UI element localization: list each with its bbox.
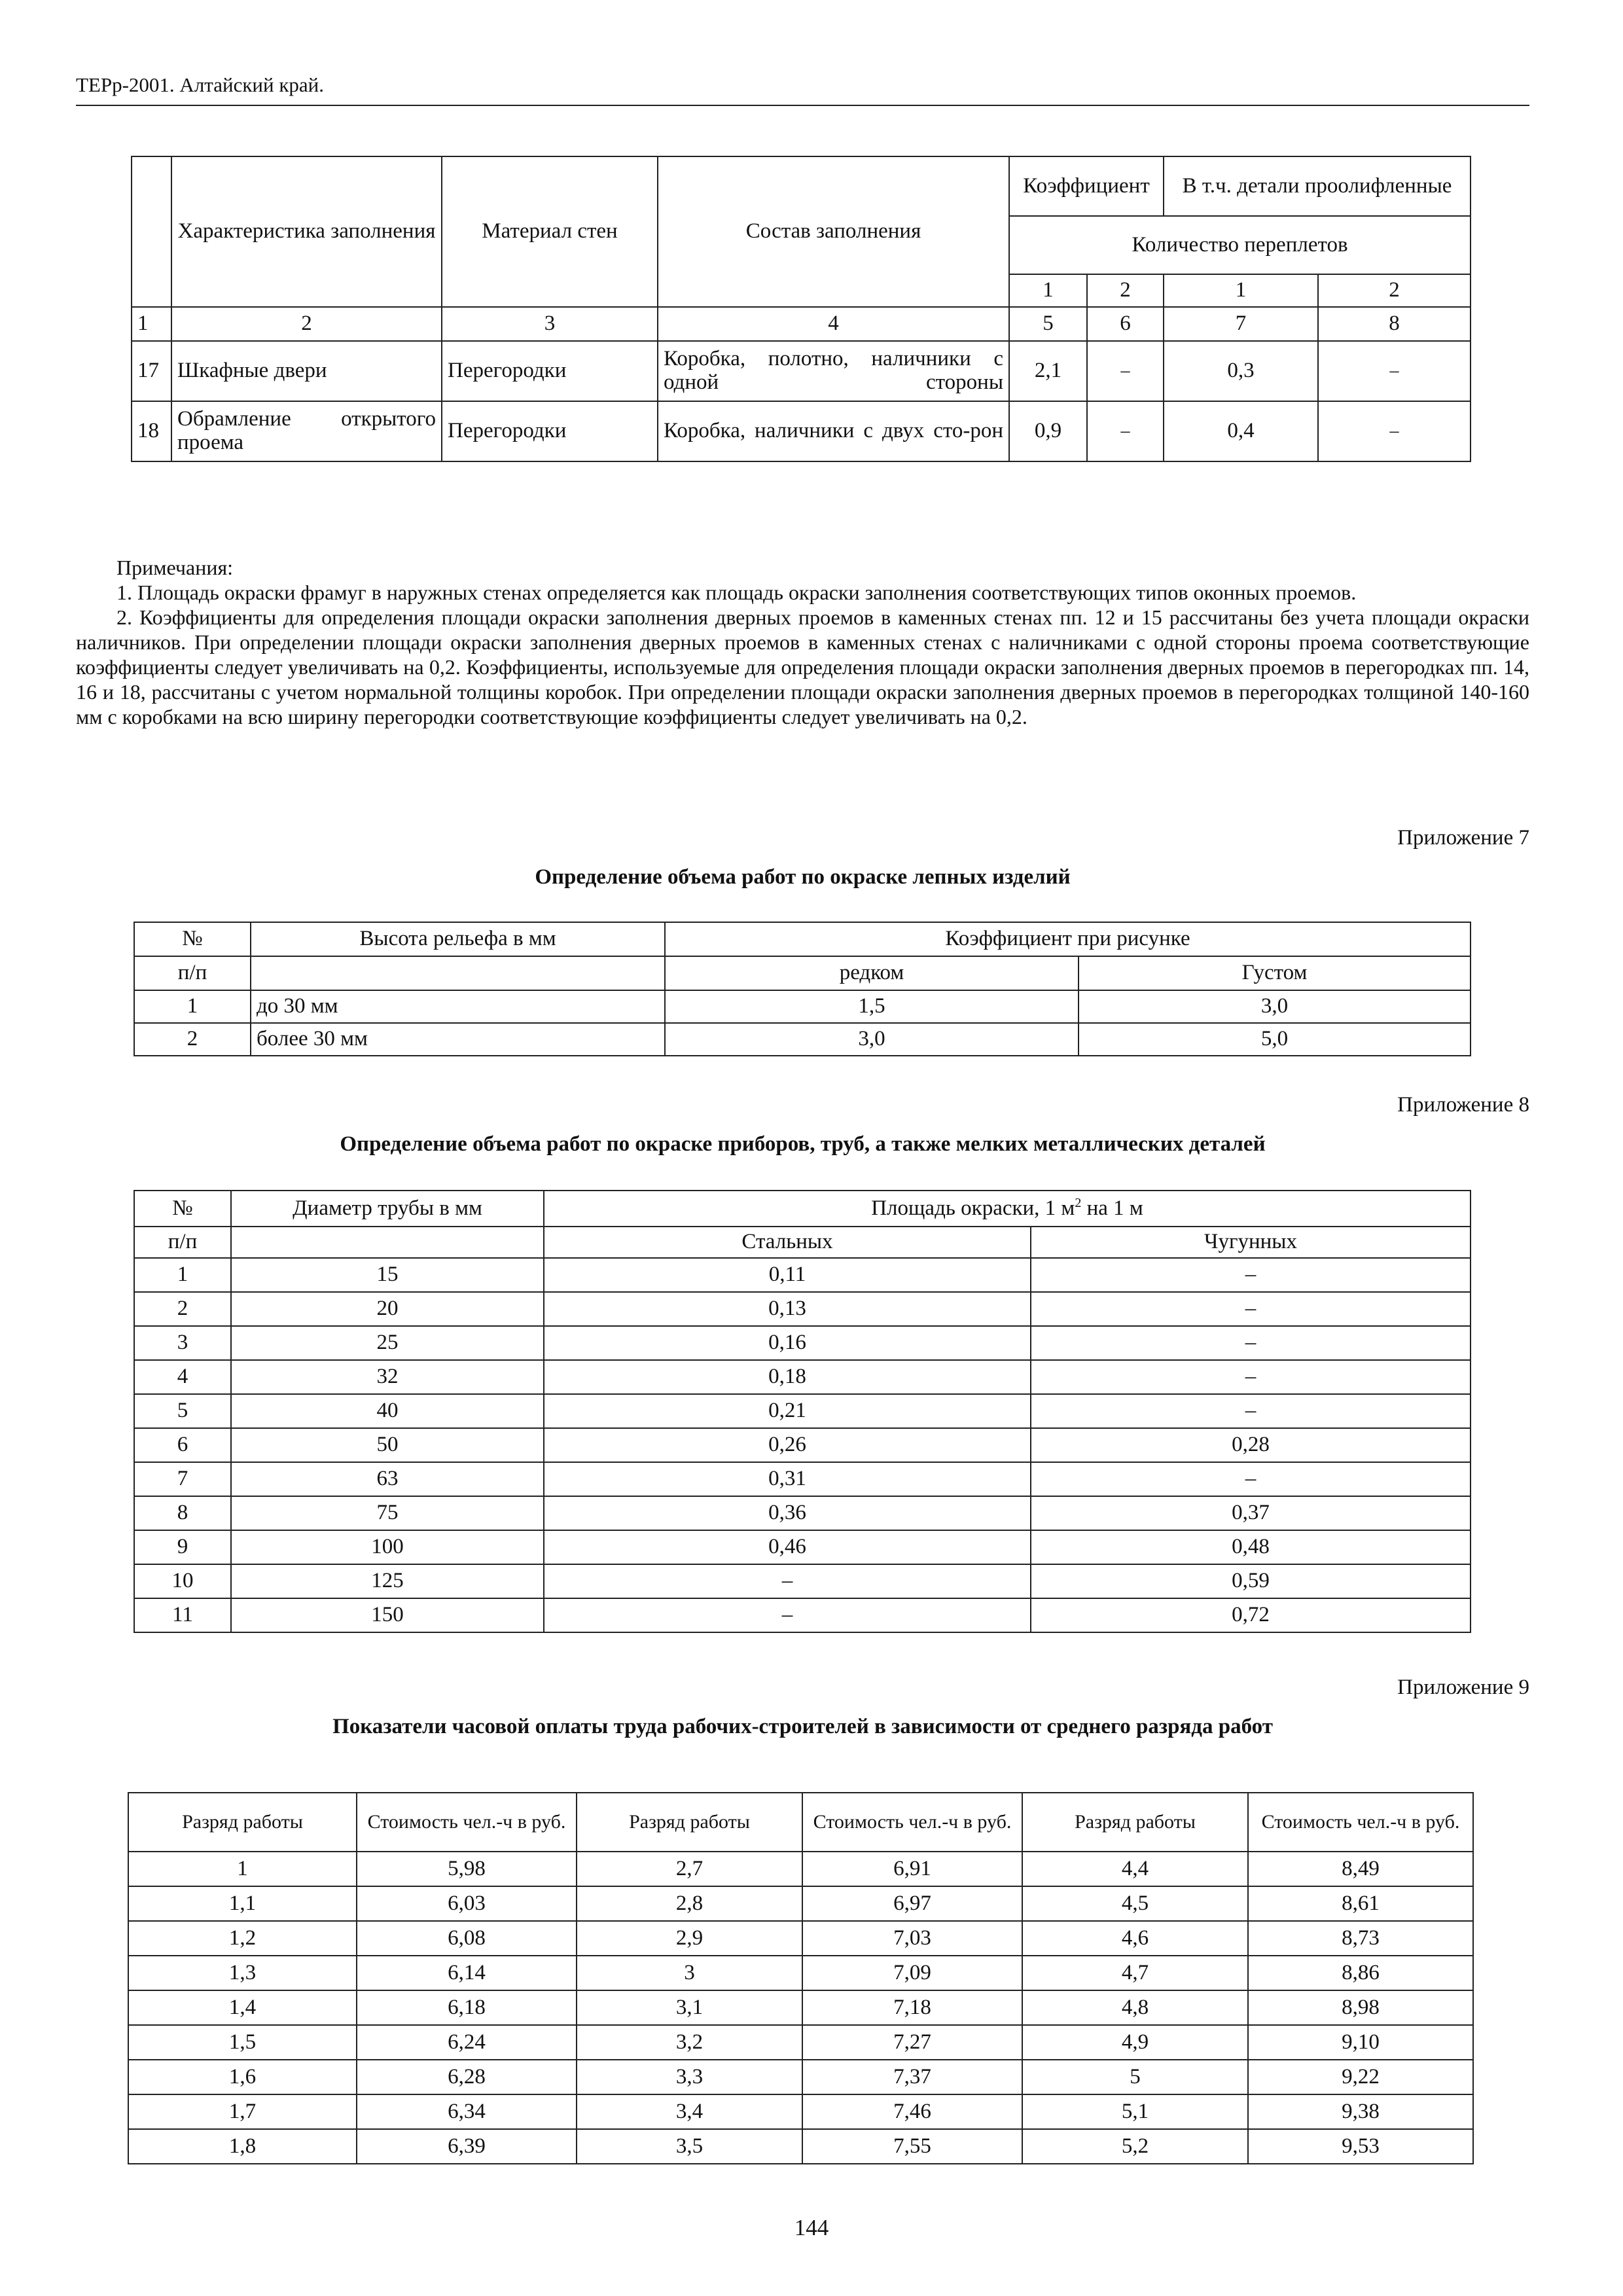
cell-steel: 0,11 (544, 1258, 1031, 1292)
sub-header: 2 (1318, 274, 1471, 307)
cell-grade: 1,4 (128, 1990, 357, 2025)
cell-composition: Коробка, наличники с двух сто-рон (658, 401, 1009, 461)
header-painting-area-unit: на 1 м (1081, 1196, 1143, 1221)
table-row (128, 1921, 1473, 1956)
header-wall-material: Материал стен (442, 156, 658, 307)
header-details: В т.ч. детали проолифленные (1164, 156, 1471, 216)
header-cost: Стоимость чел.-ч в руб. (1248, 1793, 1473, 1852)
cell-dense: 3,0 (1079, 990, 1471, 1023)
header-characteristic: Характеристика заполнения (171, 156, 442, 307)
cell-steel: 0,21 (544, 1394, 1031, 1428)
header-pipe-diameter: Диаметр трубы в мм (231, 1191, 544, 1227)
cell-steel: 0,46 (544, 1530, 1031, 1564)
empty-cell (251, 956, 665, 990)
note-item: 1. Площадь окраски фрамуг в наружных стенах определяется как площадь окраски заполнения соответствующих типов оконных проемов. (116, 581, 1357, 604)
cell-characteristic: Обрамление открытого проема (171, 401, 442, 461)
column-number: 7 (1164, 307, 1318, 341)
cell-cost: 7,37 (802, 2060, 1022, 2094)
cell-rare: 1,5 (665, 990, 1079, 1023)
table-row (132, 341, 1471, 401)
header-grade: Разряд работы (128, 1793, 357, 1852)
column-number: 2 (171, 307, 442, 341)
cell-grade: 4,9 (1022, 2025, 1248, 2060)
cell-diameter: 125 (231, 1564, 544, 1598)
header-grade: Разряд работы (577, 1793, 802, 1852)
cell-steel: 0,31 (544, 1462, 1031, 1496)
table-row (128, 1990, 1473, 2025)
cell-cost: 6,34 (357, 2094, 577, 2129)
header-number-2: п/п (134, 1227, 231, 1258)
cell-cost: 7,18 (802, 1990, 1022, 2025)
cell-cost: 9,53 (1248, 2129, 1473, 2164)
cell-material: Перегородки (442, 401, 658, 461)
notes-title: Примечания: (116, 556, 234, 579)
cell-grade: 1,6 (128, 2060, 357, 2094)
table-row (128, 1886, 1473, 1921)
column-number: 4 (658, 307, 1009, 341)
cell-cost: 7,46 (802, 2094, 1022, 2129)
header-number: № (134, 922, 251, 956)
header-cost: Стоимость чел.-ч в руб. (802, 1793, 1022, 1852)
cell-diameter: 75 (231, 1496, 544, 1530)
cell-grade: 2,9 (577, 1921, 802, 1956)
cell-grade: 3,2 (577, 2025, 802, 2060)
cell-characteristic: Шкафные двери (171, 341, 442, 401)
cell-grade: 5,2 (1022, 2129, 1248, 2164)
header-number: № (134, 1191, 231, 1227)
header-painting-area-exponent: 2 (1075, 1196, 1082, 1211)
header-coefficient: Коэффициент (1009, 156, 1164, 216)
table-row (128, 2094, 1473, 2129)
cell-cast-iron: – (1031, 1326, 1471, 1360)
table-row (134, 1326, 1471, 1360)
row-number: 2 (134, 1292, 231, 1326)
appendix-8-title: Определение объема работ по окраске приборов, труб, а также мелких металлических деталей (340, 1132, 1266, 1156)
cell-d1: 0,4 (1164, 401, 1318, 461)
header-steel: Стальных (544, 1227, 1031, 1258)
cell-cast-iron: 0,72 (1031, 1598, 1471, 1632)
sub-header: 1 (1009, 274, 1087, 307)
cell-grade: 1,1 (128, 1886, 357, 1921)
row-number: 10 (134, 1564, 231, 1598)
cell-diameter: 50 (231, 1428, 544, 1462)
cell-grade: 1,7 (128, 2094, 357, 2129)
cell-cast-iron: – (1031, 1258, 1471, 1292)
cell-grade: 4,8 (1022, 1990, 1248, 2025)
header-painting-area (544, 1191, 1471, 1227)
header-dense: Густом (1079, 956, 1471, 990)
table-row (134, 1428, 1471, 1462)
cell-cost: 8,49 (1248, 1852, 1473, 1886)
cell-steel: 0,36 (544, 1496, 1031, 1530)
cell-cost: 6,24 (357, 2025, 577, 2060)
cell-steel: – (544, 1598, 1031, 1632)
appendix-9-title: Показатели часовой оплаты труда рабочих-строителей в зависимости от среднего разряда работ (332, 1715, 1273, 1738)
header-relief-height: Высота рельефа в мм (251, 922, 665, 956)
cell-grade: 4,5 (1022, 1886, 1248, 1921)
cell-diameter: 32 (231, 1360, 544, 1394)
cell-grade: 1,8 (128, 2129, 357, 2164)
header-rule (76, 105, 1529, 106)
cell-grade: 5 (1022, 2060, 1248, 2094)
header-sash-count: Количество переплетов (1009, 216, 1471, 274)
header-pattern-coefficient: Коэффициент при рисунке (665, 922, 1471, 956)
cell-cast-iron: 0,48 (1031, 1530, 1471, 1564)
cell-cost: 8,61 (1248, 1886, 1473, 1921)
cell-grade: 1,2 (128, 1921, 357, 1956)
cell-cost: 6,91 (802, 1852, 1022, 1886)
cell-grade: 5,1 (1022, 2094, 1248, 2129)
hourly-pay-table (128, 1792, 1474, 2164)
cell-k2: – (1087, 341, 1164, 401)
cell-diameter: 40 (231, 1394, 544, 1428)
cell-relief-height: до 30 мм (251, 990, 665, 1023)
cell-cast-iron: 0,28 (1031, 1428, 1471, 1462)
row-number: 17 (132, 341, 171, 401)
cell-steel: 0,18 (544, 1360, 1031, 1394)
row-number: 1 (134, 990, 251, 1023)
cell-grade: 1 (128, 1852, 357, 1886)
running-header: ТЕРр-2001. Алтайский край. (76, 73, 324, 96)
header-grade: Разряд работы (1022, 1793, 1248, 1852)
cell-cost: 5,98 (357, 1852, 577, 1886)
table-row (134, 1462, 1471, 1496)
row-number: 4 (134, 1360, 231, 1394)
notes-section (76, 555, 1529, 729)
appendix-8-label: Приложение 8 (1397, 1093, 1529, 1117)
cell-d2: – (1318, 401, 1471, 461)
cell-cast-iron: – (1031, 1292, 1471, 1326)
cell-diameter: 20 (231, 1292, 544, 1326)
corner-cell (132, 156, 171, 307)
cell-grade: 4,6 (1022, 1921, 1248, 1956)
column-number: 1 (132, 307, 171, 341)
cell-cost: 7,55 (802, 2129, 1022, 2164)
empty-cell (231, 1227, 544, 1258)
column-number: 5 (1009, 307, 1087, 341)
table-row (134, 1292, 1471, 1326)
filling-coefficients-table (131, 156, 1471, 462)
table-row (134, 1564, 1471, 1598)
table-row (134, 1496, 1471, 1530)
cell-steel: 0,26 (544, 1428, 1031, 1462)
header-rare: редком (665, 956, 1079, 990)
sub-header: 2 (1087, 274, 1164, 307)
note-item: 2. Коэффициенты для определения площади окраски заполнения дверных проемов в каменных стенах пп. 12 и 15 рассчитаны без учета площади окраски наличников. При определении площади окраски заполнения дверных проемов в каменных стенах с наличниками с одной стороны проема соответствующие коэффициенты следует увеличивать на 0,2. Коэффициенты, используемые для определения площади окраски заполнения дверных проемов в перегородках пп. 14, 16 и 18, рассчитаны с учетом нормальной толщины коробок. При определении площади окраски заполнения дверных проемов в перегородках толщиной 140-160 мм с коробками на всю ширину перегородки соответствующие коэффициенты следует увеличивать на 0,2. (76, 605, 1529, 728)
cell-cost: 6,03 (357, 1886, 577, 1921)
cell-grade: 3,4 (577, 2094, 802, 2129)
table-row (128, 2060, 1473, 2094)
row-number: 8 (134, 1496, 231, 1530)
header-cost: Стоимость чел.-ч в руб. (357, 1793, 577, 1852)
cell-cost: 7,27 (802, 2025, 1022, 2060)
cell-composition: Коробка, полотно, наличники с одной стороны (658, 341, 1009, 401)
cell-grade: 4,7 (1022, 1956, 1248, 1990)
cell-d1: 0,3 (1164, 341, 1318, 401)
table-row (134, 1394, 1471, 1428)
row-number: 5 (134, 1394, 231, 1428)
cell-diameter: 25 (231, 1326, 544, 1360)
cell-cost: 9,10 (1248, 2025, 1473, 2060)
row-number: 9 (134, 1530, 231, 1564)
cell-d2: – (1318, 341, 1471, 401)
table-row (128, 2129, 1473, 2164)
cell-cost: 7,03 (802, 1921, 1022, 1956)
cell-cast-iron: – (1031, 1394, 1471, 1428)
appendix-7-label: Приложение 7 (1397, 826, 1529, 850)
header-number-2: п/п (134, 956, 251, 990)
row-number: 3 (134, 1326, 231, 1360)
row-number: 7 (134, 1462, 231, 1496)
cell-rare: 3,0 (665, 1023, 1079, 1056)
cell-steel: 0,16 (544, 1326, 1031, 1360)
column-number-row (132, 307, 1471, 341)
cell-k1: 2,1 (1009, 341, 1087, 401)
cell-k1: 0,9 (1009, 401, 1087, 461)
column-number: 8 (1318, 307, 1471, 341)
cell-grade: 1,5 (128, 2025, 357, 2060)
page-number: 144 (794, 2215, 829, 2240)
pipe-rows (134, 1258, 1471, 1632)
cell-diameter: 63 (231, 1462, 544, 1496)
cell-cost: 8,98 (1248, 1990, 1473, 2025)
column-number: 3 (442, 307, 658, 341)
row-number: 2 (134, 1023, 251, 1056)
cell-cost: 6,18 (357, 1990, 577, 2025)
column-number: 6 (1087, 307, 1164, 341)
cell-cost: 9,22 (1248, 2060, 1473, 2094)
table-row (134, 1530, 1471, 1564)
cell-grade: 3 (577, 1956, 802, 1990)
cell-grade: 3,5 (577, 2129, 802, 2164)
cell-grade: 3,3 (577, 2060, 802, 2094)
cell-cost: 6,14 (357, 1956, 577, 1990)
table-row (134, 1360, 1471, 1394)
table-row (132, 401, 1471, 461)
cell-k2: – (1087, 401, 1164, 461)
table-row (128, 2025, 1473, 2060)
table-row (128, 1852, 1473, 1886)
sub-header: 1 (1164, 274, 1318, 307)
table-row (134, 1023, 1471, 1056)
cell-steel: 0,13 (544, 1292, 1031, 1326)
cell-cost: 6,97 (802, 1886, 1022, 1921)
cell-cast-iron: 0,59 (1031, 1564, 1471, 1598)
cell-cost: 8,86 (1248, 1956, 1473, 1990)
cell-dense: 5,0 (1079, 1023, 1471, 1056)
table-row (134, 990, 1471, 1023)
cell-material: Перегородки (442, 341, 658, 401)
cell-cast-iron: – (1031, 1462, 1471, 1496)
row-number: 18 (132, 401, 171, 461)
cell-cost: 6,08 (357, 1921, 577, 1956)
cell-relief-height: более 30 мм (251, 1023, 665, 1056)
cell-cost: 9,38 (1248, 2094, 1473, 2129)
cell-grade: 2,7 (577, 1852, 802, 1886)
cell-steel: – (544, 1564, 1031, 1598)
header-painting-area-text: Площадь окраски, 1 м (871, 1196, 1075, 1221)
cell-grade: 3,1 (577, 1990, 802, 2025)
cell-diameter: 150 (231, 1598, 544, 1632)
header-composition: Состав заполнения (658, 156, 1009, 307)
cell-cast-iron: 0,37 (1031, 1496, 1471, 1530)
pipe-painting-area-table (134, 1190, 1471, 1633)
cell-grade: 1,3 (128, 1956, 357, 1990)
table-row (134, 1598, 1471, 1632)
header-cast-iron: Чугунных (1031, 1227, 1471, 1258)
cell-grade: 2,8 (577, 1886, 802, 1921)
cell-cost: 6,28 (357, 2060, 577, 2094)
table-row (128, 1956, 1473, 1990)
cell-cost: 6,39 (357, 2129, 577, 2164)
appendix-7-title: Определение объема работ по окраске лепных изделий (535, 865, 1071, 889)
appendix-9-label: Приложение 9 (1397, 1676, 1529, 1699)
cell-diameter: 100 (231, 1530, 544, 1564)
pay-rows (128, 1852, 1473, 2164)
row-number: 6 (134, 1428, 231, 1462)
row-number: 1 (134, 1258, 231, 1292)
cell-cast-iron: – (1031, 1360, 1471, 1394)
cell-cost: 8,73 (1248, 1921, 1473, 1956)
row-number: 11 (134, 1598, 231, 1632)
cell-cost: 7,09 (802, 1956, 1022, 1990)
relief-coefficient-table (134, 922, 1471, 1056)
cell-grade: 4,4 (1022, 1852, 1248, 1886)
cell-diameter: 15 (231, 1258, 544, 1292)
table-row (134, 1258, 1471, 1292)
